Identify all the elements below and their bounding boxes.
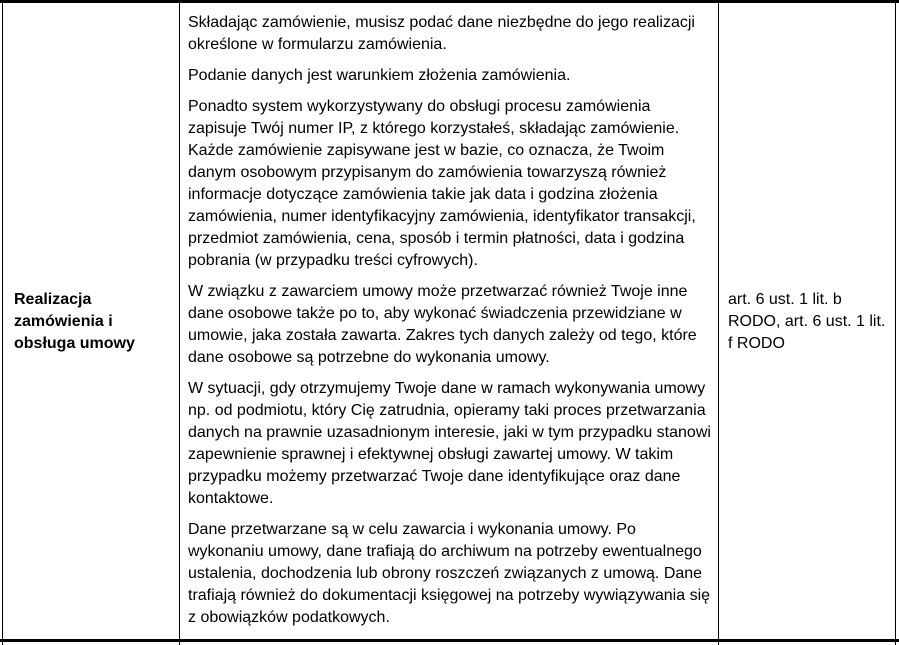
column-divider	[179, 0, 180, 645]
legal-basis-cell: art. 6 ust. 1 lit. b RODO, art. 6 ust. 1 lit. f RODO	[728, 291, 886, 352]
column-divider	[2, 0, 3, 645]
column-divider	[718, 0, 719, 645]
description-paragraph: Dane przetwarzane są w celu zawarcia i wykonania umowy. Po wykonaniu umowy, dane trafiają do archiwum na potrzeby ewentualnego ustalenia, dochodzenia lub obrony roszczeń związanych z umową. Dane trafiają również do dokumentacji księgowej na potrzeby wywiązywania się z obowiązków podatkowych.	[188, 521, 711, 626]
description-paragraph: Ponadto system wykorzystywany do obsługi procesu zamówienia zapisuje Twój numer IP, z którego korzystałeś, składając zamówienie. Każde zamówienie zapisywane jest w bazie, co oznacza, że Twoim danym osobowym przypisanym do zamówienia towarzyszą również informacje dotyczące zamówienia takie jak data i godzina złożenia zamówienia, numer identyfikacyjny zamówienia, identyfikator transakcji, przedmiot zamówienia, cena, sposób i termin płatności, data i godzina pobrania (w przypadku treści cyfrowych).	[188, 98, 696, 269]
column-divider	[895, 0, 896, 645]
processing-description-cell	[188, 12, 712, 638]
table-top-border	[0, 0, 899, 3]
table-bottom-border	[0, 639, 899, 642]
description-paragraph: Podanie danych jest warunkiem złożenia zamówienia.	[188, 67, 571, 84]
description-paragraph: W związku z zawarciem umowy może przetwarzać również Twoje inne dane osobowe także po to, aby wykonać świadczenia przewidziane w umowie, jaka została zawarta. Zakres tych danych zależy od tego, które dane osobowe są potrzebne do wykonania umowy.	[188, 283, 697, 366]
description-paragraph: W sytuacji, gdy otrzymujemy Twoje dane w ramach wykonywania umowy np. od podmiotu, który Cię zatrudnia, opieramy taki proces przetwarzania danych na prawnie uzasadnionym interesie, jaki w tym przypadku stanowi zapewnienie sprawnej i efektywnej obsługi zawartej umowy. W takim przypadku możemy przetwarzać Twoje dane identyfikujące oraz dane kontaktowe.	[188, 380, 711, 507]
processing-purpose-cell: Realizacja zamówienia i obsługa umowy	[14, 291, 135, 352]
description-paragraph: Składając zamówienie, musisz podać dane niezbędne do jego realizacji określone w formularzu zamówienia.	[188, 14, 695, 53]
